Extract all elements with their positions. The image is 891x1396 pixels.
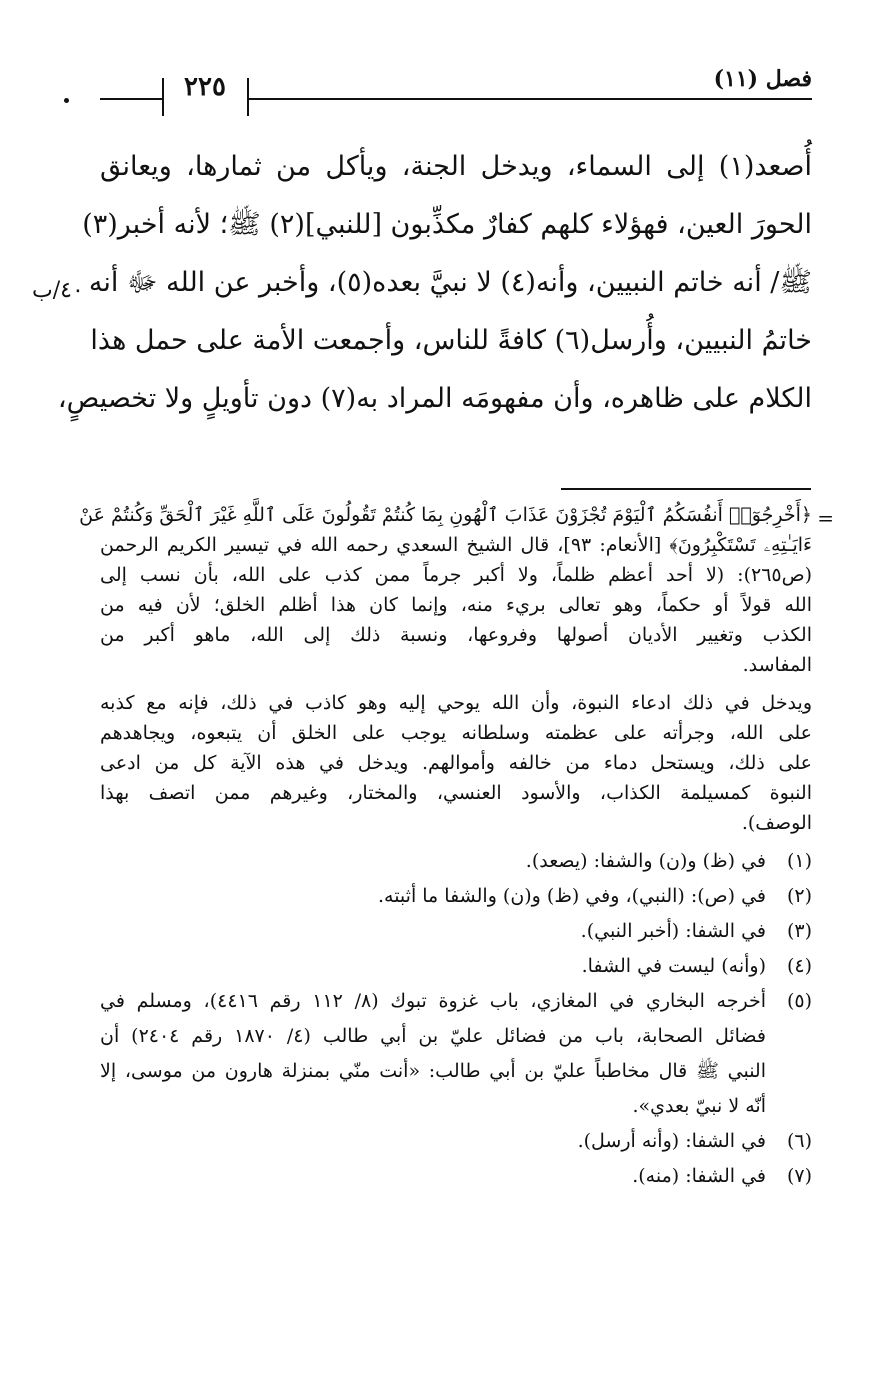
footnote-number: (١) [786, 850, 812, 872]
footnote-number: (٣) [786, 920, 812, 942]
footnote-number: (٧) [786, 1165, 812, 1187]
main-text-line: الحورَ العين، فهؤلاء كلهم كفارٌ مكذِّبون [للنبي](٢) ﷺ؛ لأنه أخبر(٣) [82, 209, 812, 240]
footnote-line: النبوة كمسيلمة الكذاب، والأسود العنسي، والمختار، وغيرهم ممن اتصف بهذا [100, 782, 812, 804]
page-number: ٢٢٥ [184, 72, 226, 102]
header-tick-right [247, 78, 249, 116]
footnote-item [100, 914, 812, 949]
footnote-line: المفاسد. [742, 654, 812, 676]
footnote-continued-paragraph [100, 688, 812, 838]
footnote-text: فضائل الصحابة، باب من فضائل عليّ بن أبي طالب (٤/ ١٨٧٠ رقم ٢٤٠٤) أن [100, 1025, 766, 1047]
footnote-line: ويدخل في ذلك ادعاء النبوة، وأن الله يوحي إليه وهو كاذب في ذلك، فإنه مع كذبه [100, 692, 812, 714]
footnotes [79, 500, 834, 1194]
footnote-line: على الله، وجرأته على عظمته وسلطانه يوجب على الخلق أن يتبعوه، ويجاهدهم [100, 722, 812, 744]
footnote-text: في (ظ) و(ن) والشفا: (يصعد). [525, 850, 766, 872]
footnote-line: على ذلك، ويستحل دماء من خالفه وأموالهم. ويدخل في هذه الآية كل من ادعى [100, 752, 812, 774]
footnote-text: في الشفا: (منه). [632, 1165, 766, 1187]
footnote-text: النبي ﷺ قال مخاطباً عليّ بن أبي طالب: «أنت منّي بمنزلة هارون من موسى، إلا [100, 1060, 766, 1082]
footnote-line: ءَايَـٰتِهِۦ تَسْتَكْبِرُونَ﴾ [الأنعام: ٩٣]، قال الشيخ السعدي رحمه الله في تيسير الكريم الرحمن [100, 534, 812, 556]
footnote-line: الكذب وتغيير الأديان أصولها وفروعها، ونسبة ذلك إلى الله، ماهو أكبر من [100, 624, 812, 646]
header-rule-left [100, 98, 162, 100]
main-text-line: أُصعد(١) إلى السماء، ويدخل الجنة، ويأكل من ثمارها، ويعانق [100, 151, 812, 182]
footnote-item [100, 984, 812, 1124]
footnote-line: ﴿أَخْرِجُوٓا۟ أَنفُسَكُمُ ٱلْيَوْمَ تُجْزَوْنَ عَذَابَ ٱلْهُونِ بِمَا كُنتُمْ تَقُولُونَ عَلَى ٱللَّهِ غَيْرَ ٱلْحَقِّ وَكُنتُمْ عَنْ [79, 504, 812, 526]
footnote-number: (٥) [786, 990, 812, 1012]
main-text-line: ﷺ/ أنه خاتم النبيين، وأنه(٤) لا نبيَّ بعده(٥)، وأخبر عن الله ﷻ أنه [88, 267, 812, 298]
footnote-continuation-mark: = [817, 506, 834, 530]
page-header [100, 62, 812, 106]
footnote-line: الله قولاً أو حكماً، وهو تعالى بريء منه، وإنما كان هذا أظلم الخلق؛ لأن فيه من [100, 594, 812, 616]
footnote-number: (٦) [786, 1130, 812, 1152]
footnote-number: (٢) [786, 885, 812, 907]
footnote-line: (ص٢٦٥): (لا أحد أعظم ظلماً، ولا أكبر جرماً ممن كذب على الله، بأن نسب إلى [100, 564, 812, 586]
header-rule-right [247, 98, 812, 100]
footnote-item [100, 1159, 812, 1194]
footnote-text: في (ص): (النبي)، وفي (ظ) و(ن) والشفا ما أثبته. [377, 885, 766, 907]
footnote-list [100, 844, 812, 1194]
header-tick-left [162, 78, 164, 116]
footnote-item [100, 949, 812, 984]
footnote-text: في الشفا: (أخبر النبي). [580, 920, 766, 942]
main-text-line: خاتمُ النبيين، وأُرسل(٦) كافةً للناس، وأجمعت الأمة على حمل هذا [90, 325, 812, 356]
footnote-line: الوصف). [741, 812, 812, 834]
footnote-item [100, 844, 812, 879]
footnote-text: (وأنه) ليست في الشفا. [581, 955, 766, 977]
footnote-item [100, 1124, 812, 1159]
footnote-separator [561, 488, 811, 490]
footnote-text: أخرجه البخاري في المغازي، باب غزوة تبوك (٨/ ١١٢ رقم ٤٤١٦)، ومسلم في [100, 990, 766, 1012]
footnote-number: (٤) [786, 955, 812, 977]
footnote-continued-paragraph [79, 500, 812, 680]
footnote-item [100, 879, 812, 914]
margin-dot [64, 98, 69, 103]
manuscript-folio-note: ٤٠/ب [32, 278, 84, 303]
chapter-title: فصل (١١) [713, 66, 812, 92]
main-text-line: الكلام على ظاهره، وأن مفهومَه المراد به(٧) دون تأويلٍ ولا تخصيصٍ، [57, 383, 812, 414]
footnote-text: أنّه لا نبيّ بعدي». [632, 1095, 766, 1117]
footnote-text: في الشفا: (وأنه أرسل). [577, 1130, 766, 1152]
